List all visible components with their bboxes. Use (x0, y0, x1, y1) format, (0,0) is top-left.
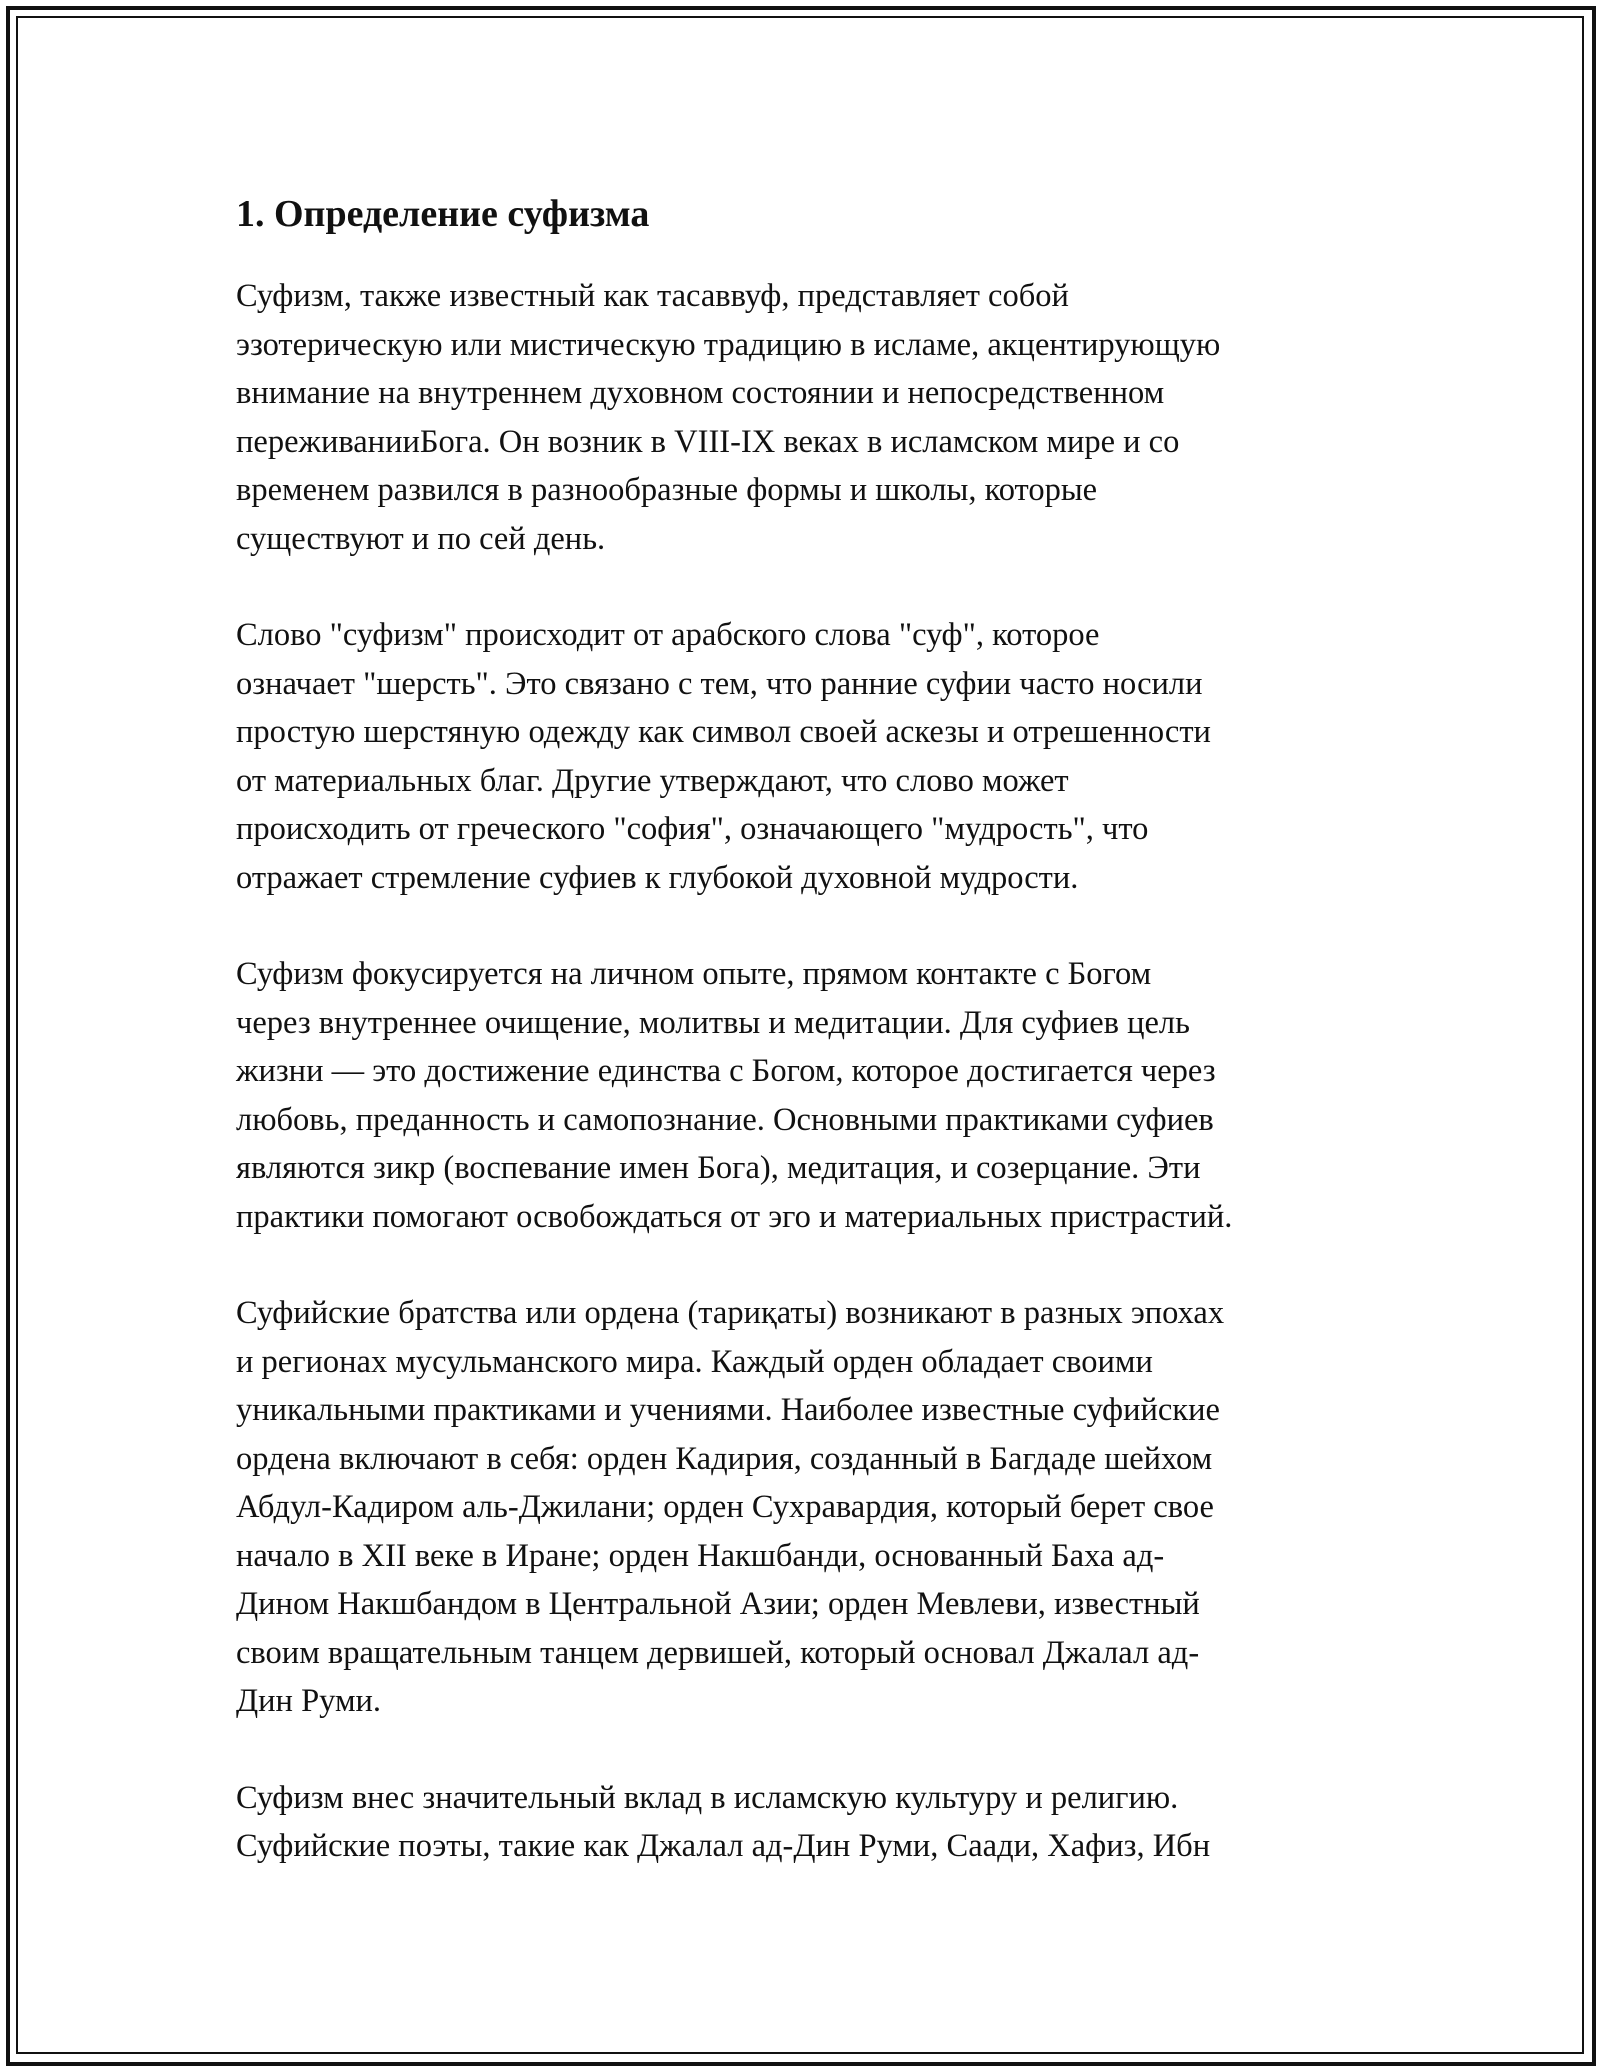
text-line: и регионах мусульманского мира. Каждый орден обладает своими (236, 1343, 1153, 1380)
paragraph-contribution (236, 1774, 1376, 1871)
text-line: происходить от греческого "софия", означающего "мудрость", что (236, 811, 1149, 847)
text-line: временем развился в разнообразные формы и школы, которые (236, 472, 1098, 508)
text-line: означает "шерсть". Это связано с тем, что ранние суфии часто носили (236, 665, 1203, 702)
text-line: Суфийские братства или ордена (тариқаты) возникают в разных эпохах (236, 1295, 1225, 1331)
text-line: уникальными практиками и учениями. Наиболее известные суфийские (236, 1392, 1220, 1428)
text-line: ордена включают в себя: орден Кадирия, созданный в Багдаде шейхом (236, 1440, 1213, 1477)
text-line: являются зикр (воспевание имен Бога), медитация, и созерцание. Эти (236, 1150, 1201, 1186)
document-body (236, 186, 1376, 1919)
text-line: жизни — это достижение единства с Богом, которое достигается через (236, 1053, 1216, 1089)
text-line: простую шерстяную одежду как символ своей аскезы и отрешенности (236, 714, 1211, 750)
text-line: начало в XII веке в Иране; орден Накшбанди, основанный Баха ад- (236, 1537, 1165, 1574)
section-heading: 1. Определение суфизма (236, 193, 650, 235)
text-line: Суфийские поэты, такие как Джалал ад-Дин Руми, Саади, Хафиз, Ибн (236, 1828, 1211, 1864)
text-line: Дином Накшбандом в Центральной Азии; орден Мевлеви, известный (236, 1586, 1200, 1622)
text-line: любовь, преданность и самопознание. Основными практиками суфиев (236, 1101, 1214, 1138)
text-line: Дин Руми. (236, 1683, 382, 1719)
paragraph-etymology (236, 611, 1376, 902)
paragraph-orders (236, 1289, 1376, 1726)
text-line: существуют и по сей день. (236, 520, 606, 557)
text-line: эзотерическую или мистическую традицию в исламе, акцентирующую (236, 326, 1221, 363)
paragraph-practices (236, 950, 1376, 1241)
text-line: своим вращательным танцем дервишей, который основал Джалал ад- (236, 1634, 1200, 1671)
text-line: от материальных благ. Другие утверждают, что слово может (236, 762, 1069, 799)
text-line: через внутреннее очищение, молитвы и медитации. Для суфиев цель (236, 1004, 1190, 1041)
paragraph-definition (236, 272, 1376, 563)
text-line: отражает стремление суфиев к глубокой духовной мудрости. (236, 859, 1079, 896)
text-line: Суфизм внес значительный вклад в исламскую культуру и религию. (236, 1779, 1179, 1816)
text-line: Абдул-Кадиром аль-Джилани; орден Сухравардия, который берет свое (236, 1489, 1214, 1525)
text-line: внимание на внутреннем духовном состоянии и непосредственном (236, 375, 1165, 411)
text-line: Суфизм фокусируется на личном опыте, прямом контакте с Богом (236, 956, 1152, 992)
text-line: практики помогают освобождаться от эго и материальных пристрастий. (236, 1198, 1233, 1235)
text-line: Суфизм, также известный как тасаввуф, представляет собой (236, 278, 1069, 314)
text-line: Слово "суфизм" происходит от арабского слова "суф", которое (236, 617, 1100, 653)
text-line: переживанииБога. Он возник в VIII-IX веках в исламском мире и со (236, 423, 1180, 460)
